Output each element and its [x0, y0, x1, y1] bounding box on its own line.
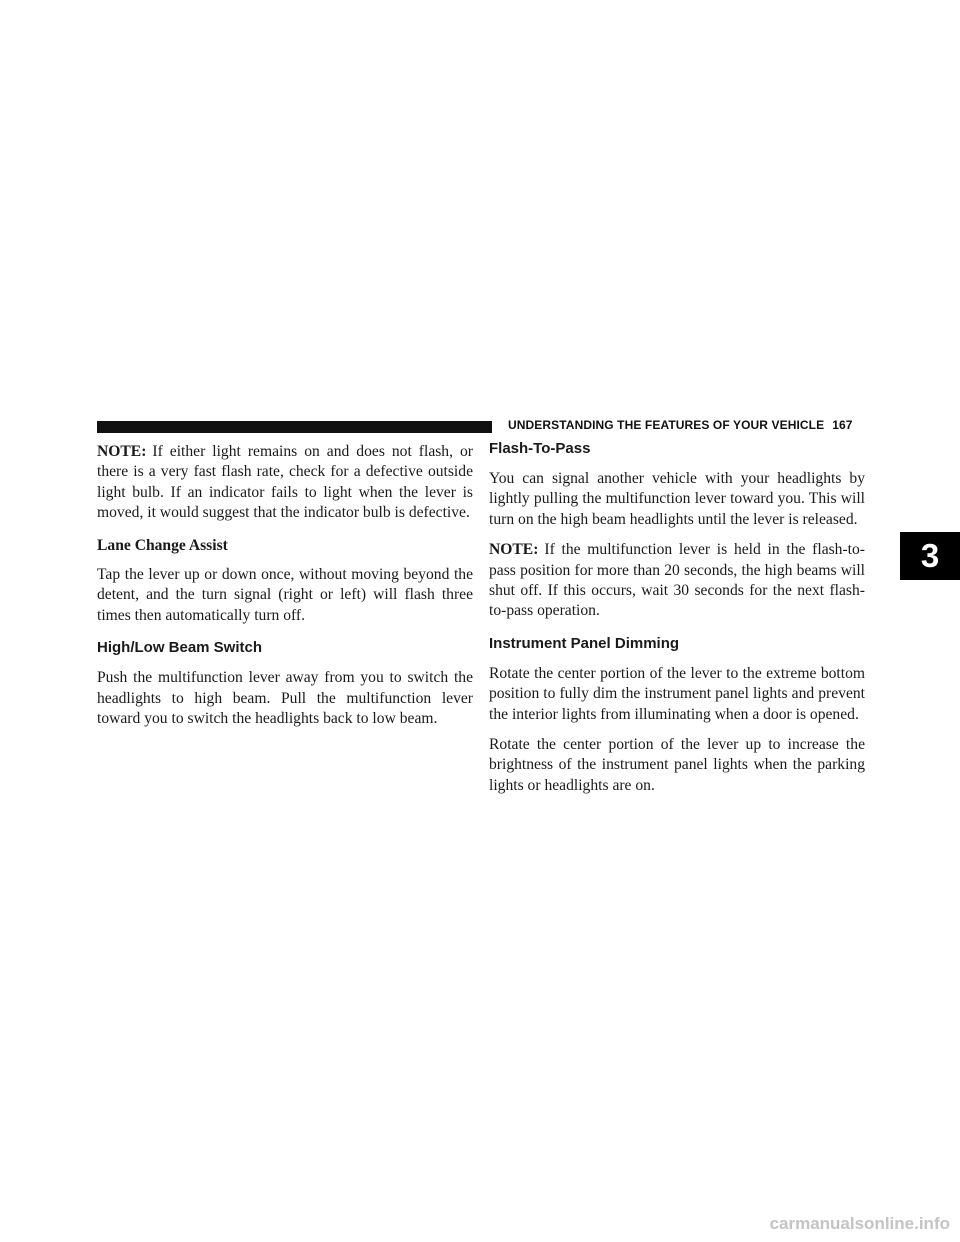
watermark: carmanualsonline.info	[769, 1214, 950, 1233]
flash-note-paragraph	[489, 540, 865, 622]
right-column	[489, 442, 865, 806]
note-text: If the multifunction lever is held in the flash-to-pass position for more than 20 seconds, the high beams will shut off. If this occurs, wait 30 seconds for the next flash-to-pass operation.	[489, 541, 865, 620]
header-rule	[97, 421, 492, 433]
lane-change-heading: Lane Change Assist	[97, 536, 228, 554]
note-label: NOTE:	[489, 541, 539, 559]
lane-change-paragraph: Tap the lever up or down once, without moving beyond the detent, and the turn signal (right or left) will flash three times then automatically turn off.	[97, 566, 473, 624]
beam-switch-heading: High/Low Beam Switch	[97, 639, 263, 657]
left-column	[97, 442, 473, 739]
chapter-tab: 3	[900, 532, 960, 580]
running-header	[508, 418, 864, 432]
dimming-paragraph-2: Rotate the center portion of the lever up to increase the brightness of the instrument panel lights when the parking lights or headlights are on.	[489, 736, 865, 794]
beam-switch-paragraph: Push the multifunction lever away from you to switch the headlights to high beam. Pull the multifunction lever toward you to switch the headlights back to low beam.	[97, 669, 473, 728]
dimming-heading: Instrument Panel Dimming	[489, 634, 680, 652]
note-label: NOTE:	[97, 443, 147, 460]
note-text: If either light remains on and does not flash, or there is a very fast flash rate, check for a defective outside light bulb. If an indicator fails to light when the lever is moved, it would suggest that the indicator bulb is defective.	[97, 443, 473, 522]
flash-to-pass-paragraph: You can signal another vehicle with your headlights by lightly pulling the multifunction lever toward you. This will turn on the high beam headlights until the lever is released.	[489, 470, 865, 528]
flash-to-pass-heading: Flash-To-Pass	[489, 440, 591, 457]
page-number: 167	[832, 418, 853, 432]
section-title: UNDERSTANDING THE FEATURES OF YOUR VEHICLE	[508, 418, 825, 432]
dimming-paragraph-1: Rotate the center portion of the lever to the extreme bottom position to fully dim the instrument panel lights and prevent the interior lights from illuminating when a door is opened.	[489, 664, 865, 723]
note-paragraph	[97, 442, 473, 524]
